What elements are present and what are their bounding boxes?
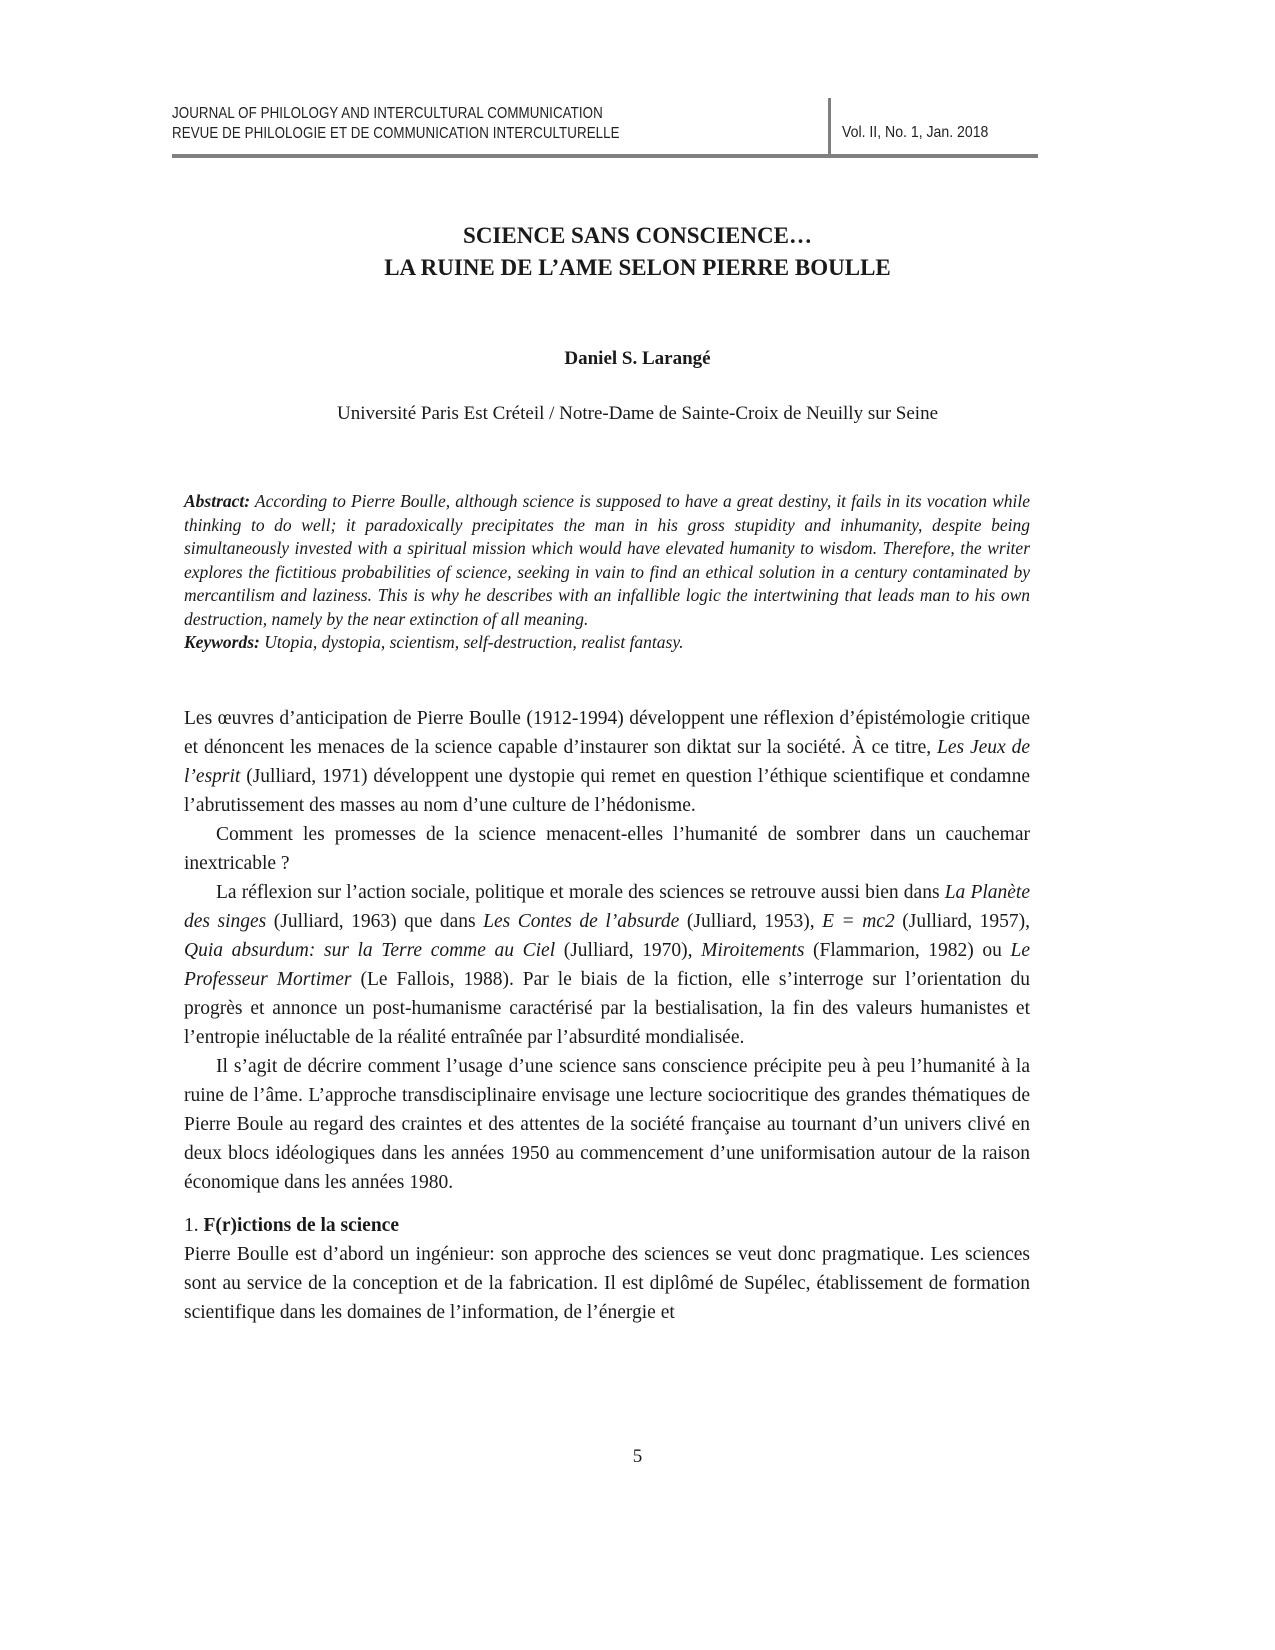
text: Les œuvres d’anticipation de Pierre Boulle (1912-1994) développent une réflexion d’épistémologie critique et dénoncent les menaces de la science capable d’instaurer son diktat sur la société. À ce titre, (184, 708, 1030, 758)
book-title: Les Contes de l’absurde (483, 911, 680, 932)
book-title: La Planète des singes (184, 882, 1031, 932)
journal-name-fr: REVUE DE PHILOLOGIE ET DE COMMUNICATION INTERCULTURELLE (172, 125, 620, 142)
book-title: Miroitements (701, 940, 805, 961)
volume-info: Vol. II, No. 1, Jan. 2018 (842, 124, 989, 141)
abstract-text: According to Pierre Boulle, although science is supposed to have a great destiny, it fails in its vocation while thinking to do well; it paradoxically precipitates the man in his gross stupidity and inhumanity, despite being simultaneously invested with a spiritual mission which would have elevated humanity to wisdom. Therefore, the writer explores the fictitious probabilities of science, seeking in vain to find an ethical solution in a century contaminated by mercantilism and laziness. This is why he describes with an infallible logic the intertwining that leads man to his own destruction, namely by the near extinction of all meaning. (184, 491, 1030, 629)
text: (Julliard, 1970), (555, 940, 702, 961)
text: (Julliard, 1957), (894, 911, 1030, 932)
abstract-block (184, 490, 1030, 655)
book-title: Les Jeux de l’esprit (184, 737, 1030, 787)
keywords (184, 631, 1030, 655)
paragraph-3 (184, 878, 1030, 1052)
book-title: Quia absurdum: sur la Terre comme au Ciel (184, 940, 556, 961)
book-title: Le Professeur Mortimer (184, 940, 1031, 990)
text: (Le Fallois, 1988). Par le biais de la fiction, elle s’interroge sur l’orientation du progrès et annonce un post-humanisme caractérisé par la bestialisation, la fin des valeurs humanistes et l’entropie inéluctable de la réalité entraînée par l’absurdité mondialisée. (184, 969, 1031, 1048)
author-name: Daniel S. Larangé (564, 348, 711, 369)
keywords-label: Keywords: (184, 632, 260, 652)
book-title: E = mc2 (822, 911, 895, 932)
page-number: 5 (632, 1446, 643, 1467)
section-heading (184, 1211, 1030, 1240)
article-title (0, 220, 1275, 284)
text: (Flammarion, 1982) ou (804, 940, 1011, 961)
text: (Julliard, 1953), (679, 911, 823, 932)
abstract (184, 490, 1030, 631)
header-divider-vertical (828, 98, 831, 156)
text: La réflexion sur l’action sociale, politique et morale des sciences se retrouve aussi bien dans (216, 882, 945, 903)
journal-name-en: JOURNAL OF PHILOLOGY AND INTERCULTURAL COMMUNICATION (172, 105, 603, 122)
running-header (172, 98, 1038, 158)
section-number: 1. (184, 1215, 204, 1236)
section-title: F(r)ictions de la science (203, 1215, 399, 1236)
text: (Julliard, 1971) développent une dystopie qui remet en question l’éthique scientifique et condamne l’abrutissement des masses au nom d’une culture de l’hédonisme. (184, 766, 1030, 816)
body-text (184, 704, 1030, 1327)
paragraph-1 (184, 704, 1030, 820)
text: (Julliard, 1963) que dans (266, 911, 484, 932)
paragraph-5: Pierre Boulle est d’abord un ingénieur: son approche des sciences se veut donc pragmatique. Les sciences sont au service de la conception et de la fabrication. Il est diplômé de Supélec, établissement de formation scientifique dans les domaines de l’information, de l’énergie et (184, 1244, 1030, 1323)
header-rule (172, 154, 1038, 158)
title-line-2: LA RUINE DE L’AME SELON PIERRE BOULLE (384, 255, 891, 280)
author-affiliation: Université Paris Est Créteil / Notre-Dame de Sainte-Croix de Neuilly sur Seine (337, 403, 938, 424)
paragraph-2: Comment les promesses de la science menacent-elles l’humanité de sombrer dans un cauchemar inextricable ? (184, 824, 1030, 874)
title-line-1: SCIENCE SANS CONSCIENCE… (463, 223, 812, 248)
paragraph-4: Il s’agit de décrire comment l’usage d’une science sans conscience précipite peu à peu l’humanité à la ruine de l’âme. L’approche transdisciplinaire envisage une lecture sociocritique des grandes thématiques de Pierre Boule au regard des craintes et des attentes de la société française au tournant d’un univers clivé en deux blocs idéologiques dans les années 1950 au commencement d’une uniformisation autour de la raison économique dans les années 1980. (184, 1056, 1030, 1193)
abstract-label: Abstract: (184, 491, 251, 511)
journal-name (172, 104, 620, 144)
keywords-text: Utopia, dystopia, scientism, self-destruction, realist fantasy. (259, 632, 684, 652)
